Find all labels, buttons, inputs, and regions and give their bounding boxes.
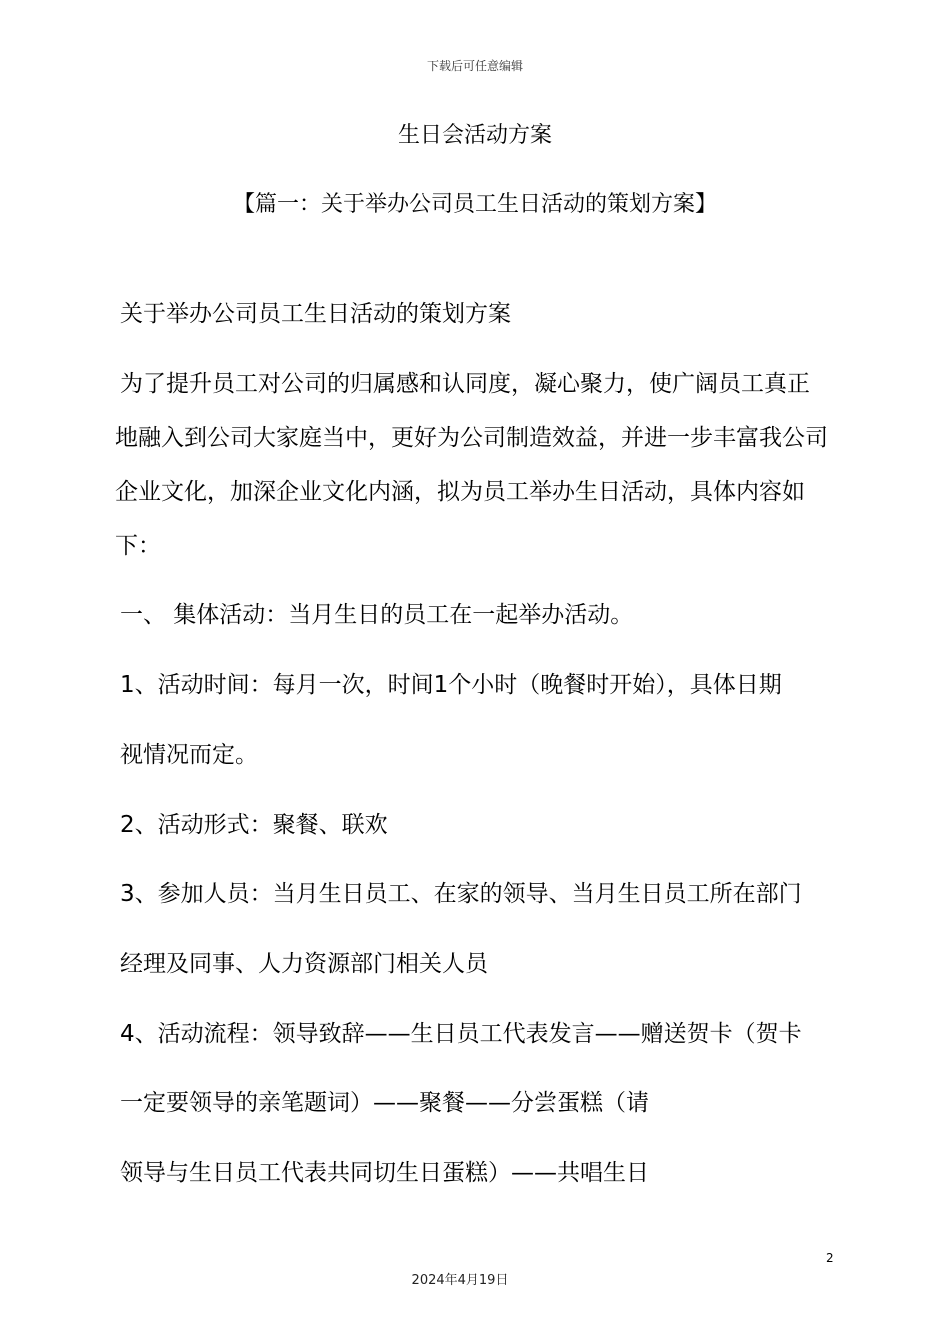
footer-date: 2024年4月19日	[411, 1273, 509, 1288]
list-heading: 一、 集体活动：当月生日的员工在一起举办活动。	[120, 602, 634, 628]
paragraph-line: 下：	[115, 533, 161, 559]
paragraph-line: 地融入到公司大家庭当中，更好为公司制造效益，并进一步丰富我公司	[115, 425, 828, 451]
document-subtitle: 【篇一：关于举办公司员工生日活动的策划方案】	[232, 192, 717, 217]
paragraph-line: 企业文化，加深企业文化内涵，拟为员工举办生日活动，具体内容如	[115, 479, 805, 505]
list-item-continuation: 视情况而定。	[120, 742, 258, 768]
list-item-continuation: 一定要领导的亲笔题词）——聚餐——分尝蛋糕（请	[120, 1090, 649, 1116]
list-item: 4、活动流程：领导致辞——生日员工代表发言——赠送贺卡（贺卡	[120, 1021, 802, 1047]
list-item-continuation: 经理及同事、人力资源部门相关人员	[120, 951, 488, 977]
list-item: 1、活动时间：每月一次，时间1个小时（晚餐时开始），具体日期	[120, 672, 782, 698]
list-item: 2、活动形式：聚餐、联欢	[120, 812, 388, 838]
page-header: 下载后可任意编辑	[426, 59, 523, 73]
page-number: 2	[826, 1251, 834, 1265]
list-item-continuation: 领导与生日员工代表共同切生日蛋糕）——共唱生日	[120, 1160, 649, 1186]
document-title: 生日会活动方案	[397, 123, 552, 148]
list-item: 3、参加人员：当月生日员工、在家的领导、当月生日员工所在部门	[120, 881, 802, 907]
paragraph-line: 为了提升员工对公司的归属感和认同度，凝心聚力，使广阔员工真正	[120, 371, 810, 397]
section-heading: 关于举办公司员工生日活动的策划方案	[120, 301, 511, 327]
